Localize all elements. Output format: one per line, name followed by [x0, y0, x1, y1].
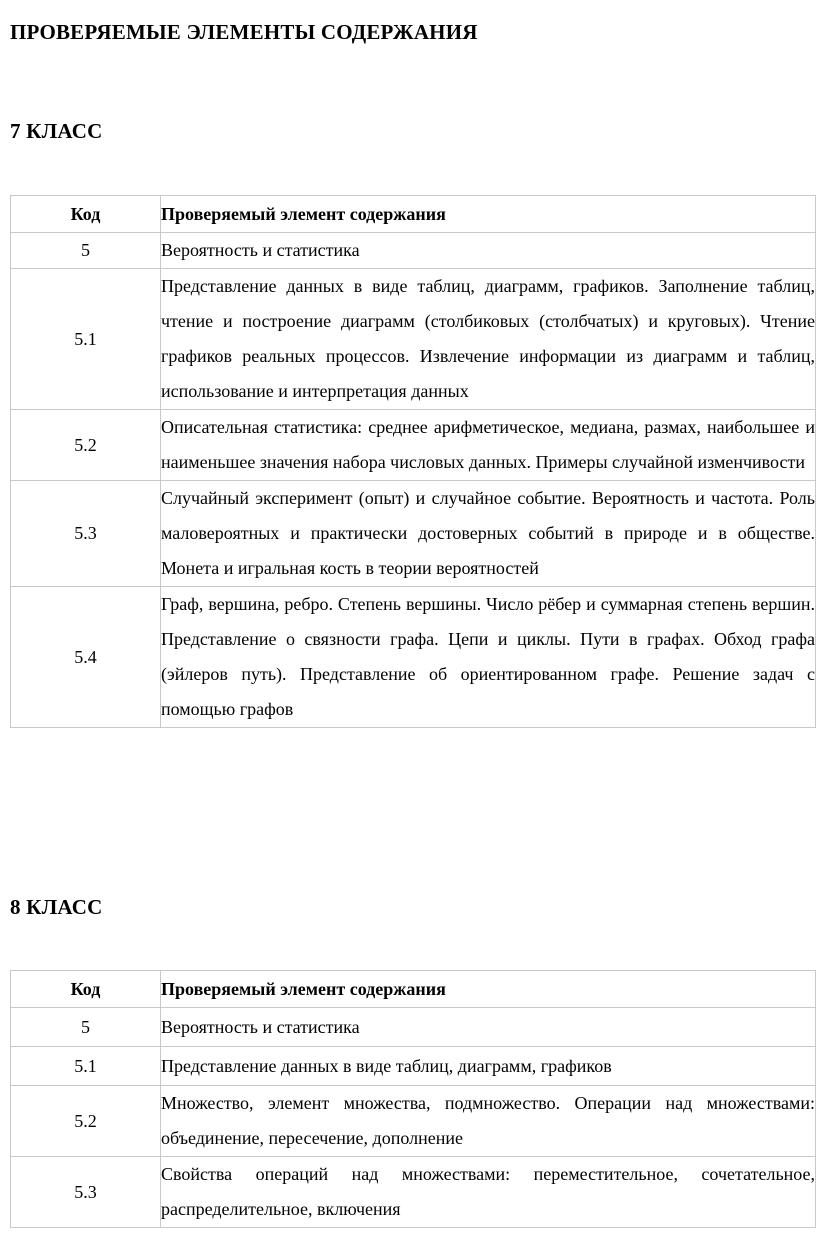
row-code: 5	[11, 233, 161, 269]
column-header-element: Проверяемый элемент содержания	[161, 971, 816, 1008]
table-row	[11, 1008, 816, 1047]
row-code: 5.2	[11, 1086, 161, 1157]
table-row	[11, 410, 816, 481]
row-code: 5.4	[11, 587, 161, 728]
grade-7-table	[10, 195, 816, 728]
row-code: 5.3	[11, 481, 161, 587]
row-element-text: Граф, вершина, ребро. Степень вершины. Число рёбер и суммарная степень вершин. Представление о связности графа. Цепи и циклы. Пути в графах. Обход графа (эйлеров путь). Представление об ориентированном графе. Решение задач с помощью графов	[161, 587, 816, 728]
row-element-text: Описательная статистика: среднее арифметическое, медиана, размах, наибольшее и наименьшее значения набора числовых данных. Примеры случайной изменчивости	[161, 410, 816, 481]
row-element-text: Случайный эксперимент (опыт) и случайное событие. Вероятность и частота. Роль маловероятных и практически достоверных событий в природе и в обществе. Монета и игральная кость в теории вероятностей	[161, 481, 816, 587]
row-element-text: Представление данных в виде таблиц, диаграмм, графиков	[161, 1047, 816, 1086]
row-element-text: Представление данных в виде таблиц, диаграмм, графиков. Заполнение таблиц, чтение и построение диаграмм (столбиковых (столбчатых) и круговых). Чтение графиков реальных процессов. Извлечение информации из диаграмм и таблиц, использование и интерпретация данных	[161, 269, 816, 410]
row-element-text: Вероятность и статистика	[161, 233, 816, 269]
table-row	[11, 481, 816, 587]
grade-8-heading: 8 КЛАСС	[10, 895, 103, 919]
row-element-text: Вероятность и статистика	[161, 1008, 816, 1047]
column-header-code: Код	[11, 196, 161, 233]
column-header-code: Код	[11, 971, 161, 1008]
page-title: ПРОВЕРЯЕМЫЕ ЭЛЕМЕНТЫ СОДЕРЖАНИЯ	[10, 20, 478, 44]
table-row	[11, 587, 816, 728]
table-header-row	[11, 971, 816, 1008]
grade-7-heading: 7 КЛАСС	[10, 119, 103, 143]
table-header-row	[11, 196, 816, 233]
table-row	[11, 233, 816, 269]
row-code: 5.3	[11, 1157, 161, 1228]
row-element-text: Свойства операций над множествами: переместительное, сочетательное, распределительное, включения	[161, 1157, 816, 1228]
table-row	[11, 1086, 816, 1157]
table-row	[11, 1157, 816, 1228]
row-code: 5.1	[11, 1047, 161, 1086]
row-code: 5	[11, 1008, 161, 1047]
row-element-text: Множество, элемент множества, подмножество. Операции над множествами: объединение, пересечение, дополнение	[161, 1086, 816, 1157]
table-row	[11, 1047, 816, 1086]
table-row	[11, 269, 816, 410]
column-header-element: Проверяемый элемент содержания	[161, 196, 816, 233]
row-code: 5.2	[11, 410, 161, 481]
grade-8-table	[10, 970, 816, 1228]
row-code: 5.1	[11, 269, 161, 410]
